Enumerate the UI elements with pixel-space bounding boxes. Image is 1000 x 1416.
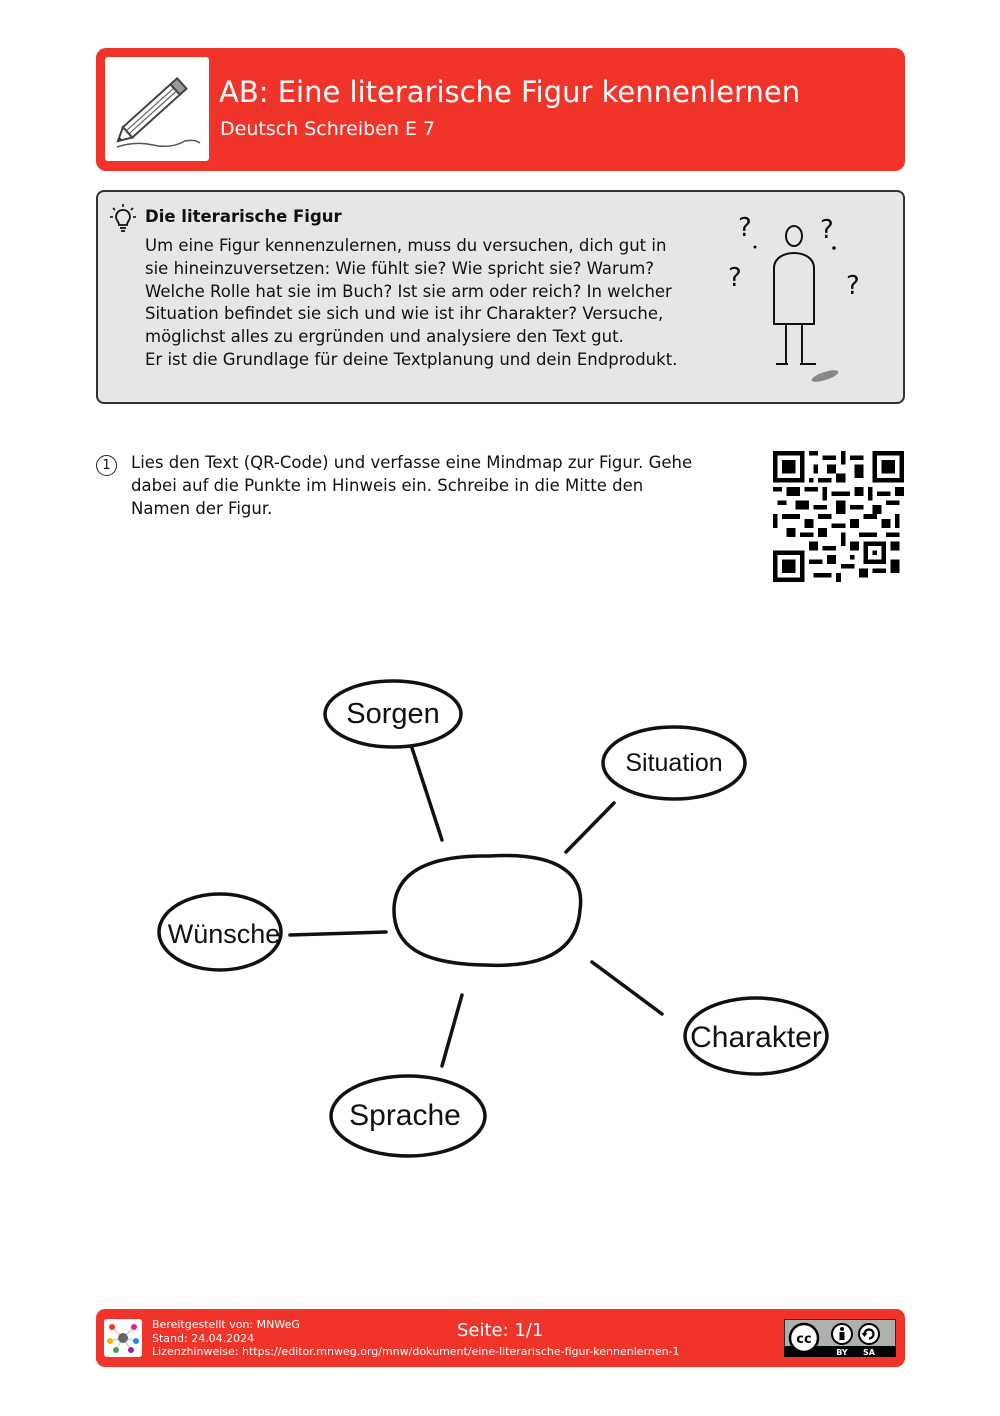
cc-mark: cc [796,1332,812,1347]
cc-by-label: BY [836,1348,848,1357]
task-line: Lies den Text (QR-Code) und verfasse eine Mindmap zur Figur. Gehe [131,453,693,472]
task-line: dabei auf die Punkte im Hinweis ein. Schreibe in die Mitte den [131,475,644,495]
question-mark: ? [846,271,860,301]
page-number: Seite: 1/1 [457,1320,544,1341]
mnweg-logo-icon [104,1319,142,1357]
hint-title: Die literarische Figur [145,207,342,226]
task-number: 1 [96,455,117,476]
cc-sa-label: SA [863,1348,875,1357]
page-subtitle: Deutsch Schreiben E 7 [220,118,436,140]
mindmap-connector [592,962,662,1014]
cc-by-sa-license-badge[interactable] [784,1319,896,1357]
footer-banner [96,1309,905,1367]
hint-line: möglichst alles zu ergründen und analysiere den Text gut. [145,327,624,347]
page-title: AB: Eine literarische Figur kennenlernen [219,75,801,109]
mindmap-connector [566,803,614,852]
footer-info [152,1318,680,1359]
hint-line: Situation befindet sie sich und wie ist ihr Charakter? Versuche, [145,304,664,324]
question-mark: ? [728,263,742,293]
question-mark: ? [820,215,834,245]
mindmap-center-node [394,856,581,966]
task-line: Namen der Figur. [131,498,273,518]
mindmap-label: Wünsche [167,919,281,949]
hint-line: sie hineinzuversetzen: Wie fühlt sie? Wie spricht sie? Warum? [145,258,655,278]
mindmap-label: Situation [625,749,723,777]
mindmap-label: Charakter [690,1021,822,1054]
mindmap-connector [442,995,462,1066]
mindmap-label: Sprache [349,1099,461,1132]
question-mark: ? [738,213,752,243]
hint-line: Um eine Figur kennenzulernen, muss du versuchen, dich gut in [145,236,667,255]
mindmap-label: Sorgen [346,698,440,730]
footer-provided-by: Bereitgestellt von: MNWeG [152,1318,300,1331]
hint-line: Welche Rolle hat sie im Buch? Ist sie arm oder reich? In welcher [145,281,672,301]
hint-line: Er ist die Grundlage für deine Textplanung und dein Endprodukt. [145,349,678,369]
footer-license-link[interactable]: Lizenzhinweise: https://editor.mnweg.org/mnw/dokument/eine-literarische-figur-kennenlernen-1 [152,1345,680,1358]
mindmap-connector [290,932,386,935]
footer-date: Stand: 24.04.2024 [152,1331,255,1345]
mindmap-connector [412,748,442,840]
